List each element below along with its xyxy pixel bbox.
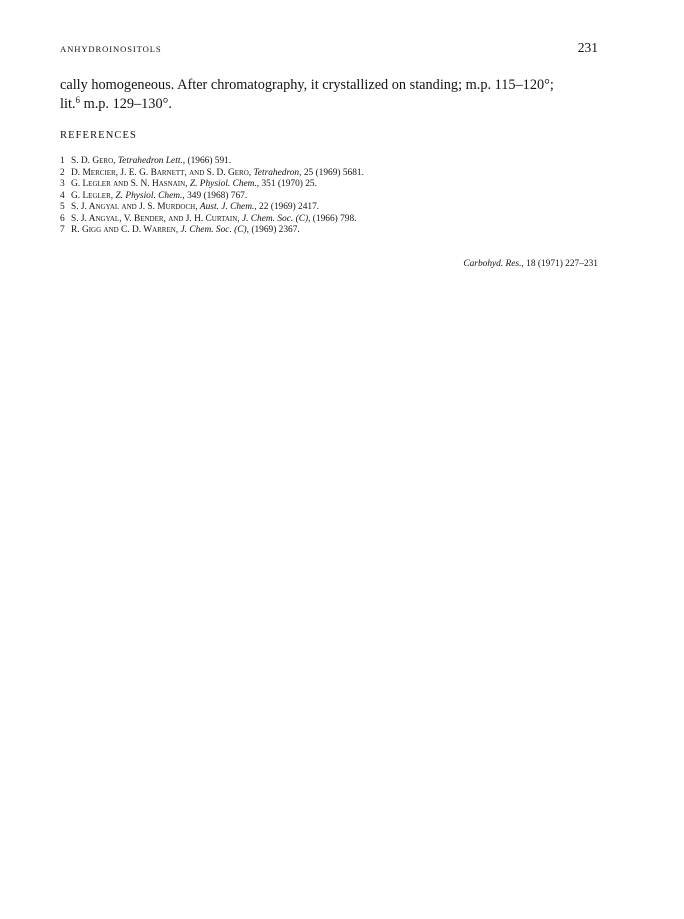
body-line-1: cally homogeneous. After chromatography, it crystallized on standing; m.p. 115–120°; [60, 77, 554, 93]
reference-details: , 351 (1970) 25. [256, 179, 317, 189]
running-title: ANHYDROINOSITOLS [60, 44, 162, 54]
reference-number: 2 [60, 167, 65, 178]
body-line-2-suffix: m.p. 129–130°. [80, 96, 172, 112]
reference-journal: J. Chem. Soc. (C) [180, 225, 247, 235]
reference-item [60, 202, 364, 214]
journal-citation [463, 259, 598, 269]
reference-list [60, 156, 364, 237]
reference-separator: , [237, 213, 242, 224]
reference-number: 7 [60, 225, 65, 235]
references-heading: REFERENCES [60, 130, 137, 141]
reference-authors: S. D. Gero [71, 156, 114, 166]
reference-separator: , [248, 167, 254, 178]
reference-details: , (1966) 591. [182, 156, 232, 166]
body-line-2 [60, 95, 600, 114]
reference-separator: , [175, 225, 181, 235]
citation-details: , 18 (1971) 227–231 [521, 259, 598, 269]
citation-journal: Carbohyd. Res. [463, 259, 522, 269]
reference-authors: S. J. Angyal, V. Bender, and J. H. Curtain [71, 213, 238, 224]
reference-journal: Tetrahedron [253, 167, 300, 178]
reference-number: 3 [60, 179, 65, 189]
reference-superscript: 6 [75, 95, 80, 105]
reference-details: , 22 (1969) 2417. [254, 202, 320, 212]
reference-journal: Z. Physiol. Chem. [189, 179, 257, 189]
body-line-2-prefix: lit. [60, 96, 76, 112]
page-number: 231 [577, 40, 598, 55]
reference-number: 1 [60, 156, 65, 166]
reference-authors: R. Gigg and C. D. Warren [71, 225, 176, 235]
reference-separator: , [113, 156, 118, 166]
reference-details: , 349 (1968) 767. [182, 190, 248, 201]
reference-item [60, 156, 364, 168]
reference-item [60, 214, 364, 226]
reference-journal: Z. Physiol. Chem. [115, 190, 183, 201]
reference-item [60, 168, 364, 180]
reference-authors: G. Legler and S. N. Hasnain [71, 179, 186, 189]
body-paragraph [60, 76, 600, 114]
reference-journal: Aust. J. Chem. [199, 202, 255, 212]
reference-item [60, 225, 364, 237]
reference-separator: , [185, 179, 190, 189]
reference-authors: G. Legler [71, 190, 111, 201]
reference-item [60, 191, 364, 203]
reference-journal: J. Chem. Soc. (C) [241, 213, 309, 224]
reference-details: , (1969) 2367. [246, 225, 300, 235]
reference-item [60, 179, 364, 191]
reference-number: 5 [60, 202, 65, 212]
reference-number: 4 [60, 190, 65, 201]
reference-authors: D. Mercier, J. E. G. Barnett, and S. D. Gero [71, 167, 249, 178]
reference-number: 6 [60, 213, 65, 224]
reference-journal: Tetrahedron Lett. [117, 156, 183, 166]
reference-separator: , [110, 190, 116, 201]
reference-details: , (1966) 798. [308, 213, 357, 224]
reference-separator: , [195, 202, 200, 212]
reference-authors: S. J. Angyal and J. S. Murdoch [71, 202, 196, 212]
reference-details: , 25 (1969) 5681. [299, 167, 364, 178]
